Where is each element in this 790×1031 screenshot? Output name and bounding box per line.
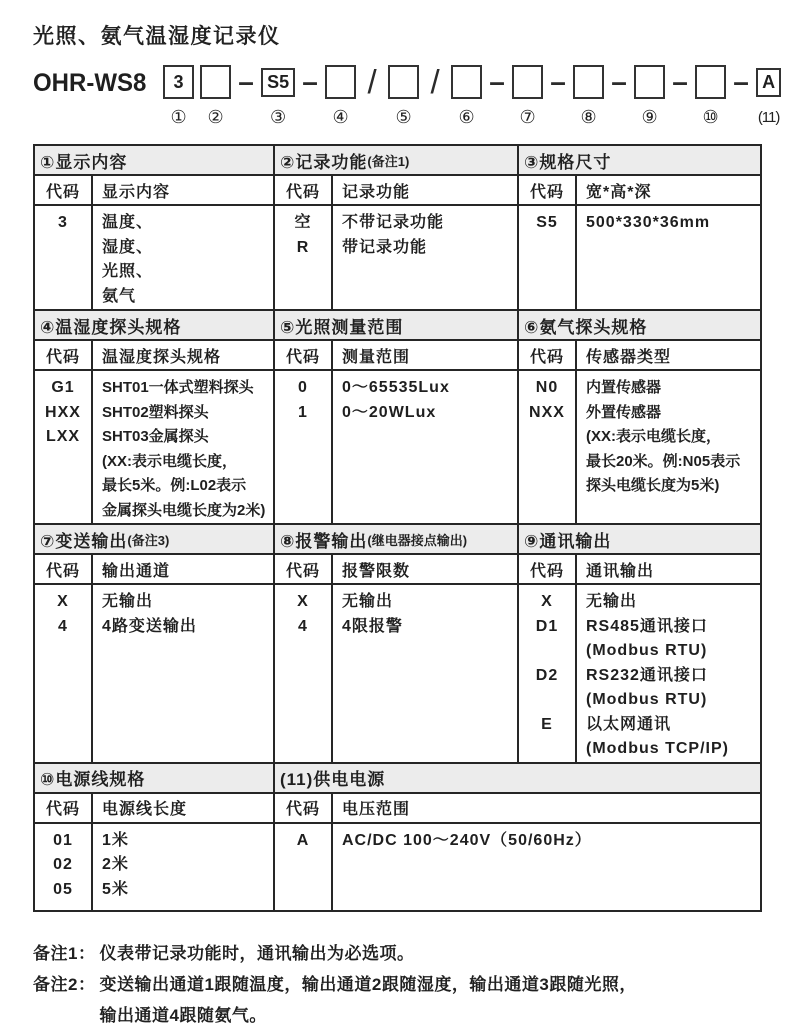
value-list	[93, 824, 273, 910]
footnote-text	[99, 938, 790, 969]
model-code-box	[634, 65, 665, 99]
value-line: 以太网通讯	[586, 715, 672, 733]
value-line: 带记录功能	[342, 238, 428, 256]
model-code-box	[573, 65, 604, 99]
value-list	[577, 371, 760, 523]
value-header: 通讯输出	[586, 562, 655, 580]
code-header: 代码	[35, 176, 93, 204]
value-list	[93, 371, 273, 523]
value-header: 传感器类型	[586, 348, 672, 366]
section-title	[275, 764, 760, 794]
model-box-unit-11	[756, 65, 781, 126]
code-list	[275, 585, 333, 762]
footnote-text	[99, 969, 790, 1031]
value-header: 电压范围	[342, 801, 411, 818]
note-line: 输出通道4跟随氨气。	[99, 1005, 267, 1025]
section-display-content	[35, 146, 273, 309]
slash-separator: /	[430, 63, 440, 100]
value-line: 外置传感器	[586, 403, 662, 421]
value-line: 温度、	[102, 214, 154, 231]
dash-separator: –	[550, 66, 566, 97]
section-body	[35, 206, 273, 309]
section-title	[35, 525, 273, 555]
section-header-row	[275, 555, 517, 585]
section-title-suffix: (继电器接点输出)	[367, 532, 468, 548]
dash-separator: –	[672, 66, 688, 97]
section-title-text: ⑦变送输出	[40, 531, 128, 551]
model-prefix: OHR-WS8	[33, 69, 147, 97]
value-header: 测量范围	[342, 348, 411, 366]
code-line: X	[57, 593, 69, 610]
model-box-number: ⑧	[580, 107, 597, 127]
section-record-function	[275, 146, 517, 309]
value-line: 最长5米。例:L02表示	[102, 477, 247, 494]
section-body	[275, 206, 517, 309]
code-header: 代码	[275, 176, 333, 204]
slash-separator: /	[367, 63, 377, 100]
section-body	[35, 824, 273, 910]
code-line: 空	[294, 214, 312, 231]
model-box-number: ①	[170, 107, 187, 127]
code-line: 4	[58, 617, 68, 635]
code-line: 02	[53, 856, 73, 873]
section-dimensions	[519, 146, 760, 309]
value-line: SHT01一体式塑料探头	[102, 379, 254, 396]
value-line: 无输出	[586, 593, 638, 610]
value-line: SHT03金属探头	[102, 428, 209, 445]
code-line: 1	[298, 403, 308, 421]
model-code-box	[512, 65, 543, 99]
section-title	[35, 764, 273, 794]
value-line: 光照、	[102, 263, 154, 280]
model-code-box: A	[756, 68, 781, 97]
model-code-box	[695, 65, 726, 99]
code-line: S5	[536, 214, 558, 231]
section-header-row	[275, 794, 760, 824]
section-title	[519, 311, 760, 341]
section-light-range	[275, 311, 517, 523]
value-list	[333, 371, 517, 523]
code-line: NXX	[529, 403, 565, 421]
footnote-1	[33, 938, 790, 969]
value-line: 0～20WLux	[342, 403, 437, 421]
section-comm-output	[519, 525, 760, 762]
section-title-text: ⑤光照测量范围	[280, 317, 404, 337]
footnotes	[33, 938, 790, 1031]
model-box-unit-4	[325, 65, 356, 128]
dash-separator: –	[733, 66, 749, 97]
section-body	[275, 824, 760, 910]
section-title-suffix: (备注3)	[127, 532, 170, 548]
code-line: LXX	[45, 428, 81, 445]
model-box-number: ⑦	[519, 107, 536, 127]
code-header: 代码	[519, 341, 577, 369]
model-box-number: ③	[270, 107, 287, 127]
value-line: AC/DC 100～240V（50/60Hz）	[342, 831, 592, 849]
dash-separator: –	[302, 66, 318, 97]
model-box-number: ⑨	[641, 107, 658, 127]
value-header: 显示内容	[102, 183, 171, 201]
value-list	[577, 206, 760, 309]
value-line: 湿度、	[102, 238, 154, 256]
value-list	[577, 585, 760, 762]
value-line: (XX:表示电缆长度，	[102, 452, 238, 470]
code-list	[519, 585, 577, 762]
value-line: 4限报警	[342, 617, 403, 635]
code-line: X	[297, 593, 309, 610]
model-code-box: S5	[261, 68, 295, 97]
code-line: 05	[53, 880, 73, 898]
section-body	[275, 585, 517, 762]
section-title-text: ④温湿度探头规格	[40, 317, 182, 337]
dash-separator: –	[489, 66, 505, 97]
value-header: 电源线长度	[102, 801, 188, 818]
value-header: 报警限数	[342, 562, 411, 580]
code-header: 代码	[519, 555, 577, 583]
section-title	[519, 146, 760, 176]
code-line: G1	[51, 379, 75, 396]
section-power-cable	[35, 764, 273, 910]
value-header: 温湿度探头规格	[102, 348, 222, 366]
note-line: 仪表带记录功能时，通讯输出为必选项。	[99, 943, 415, 963]
section-title	[275, 311, 517, 341]
model-code-box	[200, 65, 231, 99]
section-header-row	[35, 341, 273, 371]
section-body	[35, 371, 273, 523]
code-header: 代码	[35, 555, 93, 583]
value-header: 记录功能	[342, 183, 411, 201]
footnote-label: 备注2：	[33, 974, 96, 994]
model-box-unit-1	[163, 65, 194, 128]
section-title-text: ⑧报警输出	[280, 531, 368, 551]
model-box-unit-6	[451, 65, 482, 128]
section-body	[519, 371, 760, 523]
section-header-row	[519, 555, 760, 585]
section-alarm-output	[275, 525, 517, 762]
section-title-text: ⑨通讯输出	[524, 531, 612, 551]
section-header-row	[35, 176, 273, 206]
value-line: 探头电缆长度为5米)	[586, 477, 720, 494]
model-box-unit-5	[388, 65, 419, 128]
footnote-label: 备注1：	[33, 943, 96, 963]
model-code-box	[451, 65, 482, 99]
code-header: 代码	[35, 794, 93, 822]
model-code-box	[325, 65, 356, 99]
value-header: 输出通道	[102, 562, 171, 580]
section-body	[275, 371, 517, 523]
section-title	[519, 525, 760, 555]
code-line: 01	[53, 831, 73, 849]
section-title-text: ⑥氨气探头规格	[524, 317, 648, 337]
value-header: 宽*高*深	[586, 183, 652, 201]
dash-separator: –	[611, 66, 627, 97]
model-box-unit-8	[573, 65, 604, 128]
model-box-number: ④	[332, 107, 349, 127]
code-header: 代码	[519, 176, 577, 204]
section-title	[275, 525, 517, 555]
model-code-box: 3	[163, 65, 194, 99]
code-line: 4	[298, 617, 308, 635]
code-line: D1	[535, 617, 559, 635]
code-header: 代码	[275, 341, 333, 369]
section-body	[519, 206, 760, 309]
section-title-text: ②记录功能	[280, 152, 368, 172]
value-line: 2米	[102, 856, 129, 873]
model-box-number: ⑤	[395, 107, 412, 127]
value-line: 氨气	[102, 287, 137, 305]
value-line: 金属探头电缆长度为2米)	[102, 501, 266, 519]
section-body	[519, 585, 760, 762]
code-list	[35, 585, 93, 762]
value-list	[333, 585, 517, 762]
code-line: R	[296, 238, 310, 256]
code-line: N0	[535, 379, 559, 396]
code-list	[275, 824, 333, 910]
code-list	[35, 824, 93, 910]
section-temp-humidity-probe	[35, 311, 273, 523]
value-line: 内置传感器	[586, 379, 662, 396]
model-code-box	[388, 65, 419, 99]
section-header-row	[519, 341, 760, 371]
code-line: D2	[535, 666, 559, 684]
model-box-number: (11)	[757, 109, 780, 126]
section-header-row	[35, 555, 273, 585]
section-transmit-output	[35, 525, 273, 762]
model-code-line	[33, 65, 790, 128]
section-title-suffix: (备注1)	[367, 153, 410, 169]
code-line: A	[296, 831, 310, 849]
section-title-text: (11)供电电源	[280, 770, 386, 789]
value-line: 最长20米。例:N05表示	[586, 452, 741, 470]
value-line: (Modbus RTU)	[586, 642, 708, 659]
value-list	[333, 824, 760, 910]
section-header-row	[275, 176, 517, 206]
value-line: 5米	[102, 880, 129, 898]
section-title-text: ③规格尺寸	[524, 152, 612, 172]
section-header-row	[275, 341, 517, 371]
value-list	[93, 585, 273, 762]
value-line: RS485通讯接口	[586, 617, 708, 635]
model-box-unit-3	[261, 65, 295, 128]
value-list	[93, 206, 273, 309]
section-title	[35, 311, 273, 341]
value-line: (Modbus TCP/IP)	[586, 740, 729, 757]
model-box-unit-10	[695, 65, 726, 128]
page-title: 光照、氨气温湿度记录仪	[33, 25, 281, 48]
code-line: 0	[298, 379, 308, 396]
model-box-number: ⑥	[458, 107, 475, 127]
code-line: E	[541, 715, 553, 733]
section-ammonia-probe	[519, 311, 760, 523]
section-header-row	[35, 794, 273, 824]
code-list	[35, 371, 93, 523]
code-list	[519, 206, 577, 309]
value-line: SHT02塑料探头	[102, 403, 209, 421]
code-list	[275, 206, 333, 309]
code-header: 代码	[275, 555, 333, 583]
section-power-supply	[275, 764, 760, 910]
value-line: 无输出	[102, 593, 154, 610]
code-list	[519, 371, 577, 523]
value-line: (XX:表示电缆长度，	[586, 428, 722, 445]
footnote-2	[33, 969, 790, 1031]
value-line: 0～65535Lux	[342, 379, 450, 396]
section-title-text: ①显示内容	[40, 152, 128, 172]
section-body	[35, 585, 273, 762]
code-line: 3	[58, 214, 68, 231]
code-header: 代码	[35, 341, 93, 369]
model-box-number: ②	[207, 107, 224, 127]
code-list	[275, 371, 333, 523]
model-box-unit-9	[634, 65, 665, 128]
section-title-text: ⑩电源线规格	[40, 770, 146, 789]
code-list	[35, 206, 93, 309]
model-box-unit-2	[200, 65, 231, 128]
value-line: (Modbus RTU)	[586, 691, 708, 708]
code-header: 代码	[275, 794, 333, 822]
value-line: 1米	[102, 831, 129, 849]
section-header-row	[519, 176, 760, 206]
value-line: RS232通讯接口	[586, 666, 708, 684]
value-line: 4路变送输出	[102, 617, 197, 635]
code-line: HXX	[45, 403, 81, 421]
value-line: 无输出	[342, 593, 394, 610]
value-line: 不带记录功能	[342, 214, 445, 231]
value-list	[333, 206, 517, 309]
code-line: X	[541, 593, 553, 610]
note-line: 变送输出通道1跟随温度，输出通道2跟随湿度，输出通道3跟随光照，	[99, 974, 637, 994]
value-line: 500*330*36mm	[586, 214, 711, 231]
model-box-unit-7	[512, 65, 543, 128]
section-title	[275, 146, 517, 176]
section-title	[35, 146, 273, 176]
model-box-number: ⑩	[702, 107, 719, 127]
dash-separator: –	[238, 66, 254, 97]
spec-table	[33, 144, 762, 912]
